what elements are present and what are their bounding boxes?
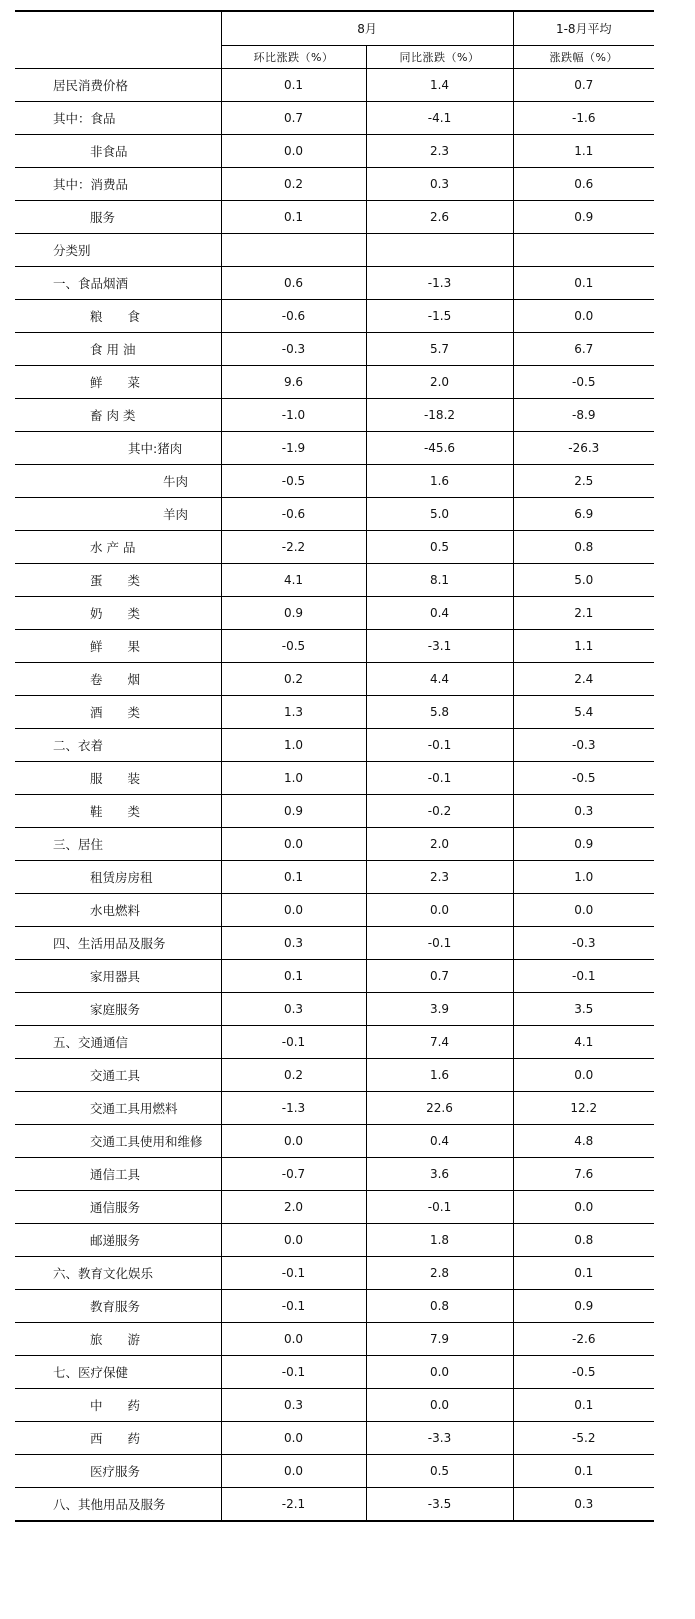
row-label: 蛋 类	[15, 564, 221, 597]
yoy-value: -45.6	[366, 432, 513, 465]
table-row	[15, 960, 654, 993]
table-row	[15, 828, 654, 861]
yoy-value: 2.3	[366, 861, 513, 894]
yoy-value: 8.1	[366, 564, 513, 597]
mom-value: 0.3	[221, 1389, 366, 1422]
yoy-value	[366, 234, 513, 267]
row-label: 水电燃料	[15, 894, 221, 927]
table-row	[15, 399, 654, 432]
mom-value: 0.0	[221, 1323, 366, 1356]
mom-value: 0.1	[221, 69, 366, 102]
mom-value	[221, 234, 366, 267]
yoy-value: -0.1	[366, 729, 513, 762]
row-label: 食 用 油	[15, 333, 221, 366]
mom-value: 2.0	[221, 1191, 366, 1224]
yoy-value: -3.1	[366, 630, 513, 663]
avg-value: 0.9	[513, 201, 654, 234]
table-row	[15, 531, 654, 564]
yoy-value: 0.0	[366, 1356, 513, 1389]
table-row	[15, 1026, 654, 1059]
avg-value: 0.3	[513, 795, 654, 828]
mom-value: 0.0	[221, 1455, 366, 1488]
mom-value: -2.1	[221, 1488, 366, 1522]
table-row	[15, 366, 654, 399]
avg-value: 0.1	[513, 1389, 654, 1422]
row-label: 分类别	[15, 234, 221, 267]
row-label: 畜 肉 类	[15, 399, 221, 432]
yoy-value: -1.3	[366, 267, 513, 300]
mom-value: 0.0	[221, 894, 366, 927]
row-label: 教育服务	[15, 1290, 221, 1323]
avg-value: -0.5	[513, 366, 654, 399]
yoy-value: -3.3	[366, 1422, 513, 1455]
row-label: 酒 类	[15, 696, 221, 729]
yoy-value: 0.4	[366, 1125, 513, 1158]
row-label: 粮 食	[15, 300, 221, 333]
avg-value: -26.3	[513, 432, 654, 465]
avg-value: 5.4	[513, 696, 654, 729]
avg-value: 2.4	[513, 663, 654, 696]
mom-value: -0.7	[221, 1158, 366, 1191]
mom-value: -1.3	[221, 1092, 366, 1125]
mom-value: 0.1	[221, 201, 366, 234]
mom-value: -0.1	[221, 1257, 366, 1290]
mom-value: 0.9	[221, 795, 366, 828]
mom-value: 1.0	[221, 762, 366, 795]
yoy-value: -0.1	[366, 927, 513, 960]
row-label: 交通工具使用和维修	[15, 1125, 221, 1158]
mom-value: 9.6	[221, 366, 366, 399]
row-label: 四、生活用品及服务	[15, 927, 221, 960]
table-row	[15, 1323, 654, 1356]
avg-value: 0.9	[513, 1290, 654, 1323]
mom-value: -0.6	[221, 300, 366, 333]
table-row	[15, 1191, 654, 1224]
avg-value: 0.1	[513, 267, 654, 300]
row-label: 鲜 果	[15, 630, 221, 663]
row-label: 服 装	[15, 762, 221, 795]
avg-value: 1.1	[513, 630, 654, 663]
table-row	[15, 201, 654, 234]
yoy-value: 0.3	[366, 168, 513, 201]
mom-value: -0.1	[221, 1026, 366, 1059]
table-row	[15, 1422, 654, 1455]
table-row	[15, 300, 654, 333]
mom-value: -0.1	[221, 1290, 366, 1323]
row-label: 交通工具	[15, 1059, 221, 1092]
mom-value: 0.2	[221, 168, 366, 201]
table-row	[15, 927, 654, 960]
avg-value: 6.9	[513, 498, 654, 531]
avg-value: 0.0	[513, 1059, 654, 1092]
yoy-value: 1.8	[366, 1224, 513, 1257]
mom-value: 0.3	[221, 993, 366, 1026]
avg-value: -2.6	[513, 1323, 654, 1356]
yoy-value: -0.2	[366, 795, 513, 828]
row-label: 非食品	[15, 135, 221, 168]
yoy-value: 7.9	[366, 1323, 513, 1356]
cpi-table	[15, 10, 654, 1522]
avg-value: 5.0	[513, 564, 654, 597]
row-label: 通信服务	[15, 1191, 221, 1224]
yoy-value: -0.1	[366, 1191, 513, 1224]
table-row	[15, 267, 654, 300]
mom-value: -0.5	[221, 465, 366, 498]
mom-value: 0.6	[221, 267, 366, 300]
mom-value: 0.0	[221, 1125, 366, 1158]
table-row	[15, 1356, 654, 1389]
yoy-value: 1.6	[366, 1059, 513, 1092]
table-row	[15, 333, 654, 366]
row-label: 其中：消费品	[15, 168, 221, 201]
avg-value: 2.5	[513, 465, 654, 498]
header-mom-change: 环比涨跌（%）	[221, 46, 366, 69]
yoy-value: 0.4	[366, 597, 513, 630]
mom-value: 0.0	[221, 135, 366, 168]
avg-value: -8.9	[513, 399, 654, 432]
mom-value: 0.1	[221, 960, 366, 993]
avg-value: 0.1	[513, 1455, 654, 1488]
row-label: 二、衣着	[15, 729, 221, 762]
mom-value: 4.1	[221, 564, 366, 597]
yoy-value: 2.0	[366, 366, 513, 399]
header-august: 8月	[221, 11, 513, 46]
row-label: 水 产 品	[15, 531, 221, 564]
yoy-value: 2.6	[366, 201, 513, 234]
row-label: 羊肉	[15, 498, 221, 531]
mom-value: -1.9	[221, 432, 366, 465]
yoy-value: 3.9	[366, 993, 513, 1026]
mom-value: -0.3	[221, 333, 366, 366]
table-row	[15, 1092, 654, 1125]
table-row	[15, 861, 654, 894]
header-avg-change: 涨跌幅（%）	[513, 46, 654, 69]
table-row	[15, 1290, 654, 1323]
table-row	[15, 1059, 654, 1092]
table-row	[15, 168, 654, 201]
row-label: 六、教育文化娱乐	[15, 1257, 221, 1290]
avg-value: 6.7	[513, 333, 654, 366]
row-label: 三、居住	[15, 828, 221, 861]
row-label: 交通工具用燃料	[15, 1092, 221, 1125]
table-row	[15, 1488, 654, 1522]
yoy-value: 7.4	[366, 1026, 513, 1059]
row-label: 五、交通通信	[15, 1026, 221, 1059]
table-row	[15, 729, 654, 762]
yoy-value: 1.4	[366, 69, 513, 102]
table-row	[15, 69, 654, 102]
header-row-2	[15, 46, 654, 69]
table-row	[15, 135, 654, 168]
avg-value: 0.3	[513, 1488, 654, 1522]
yoy-value: 2.8	[366, 1257, 513, 1290]
avg-value: -0.3	[513, 729, 654, 762]
avg-value: 1.0	[513, 861, 654, 894]
avg-value: 0.8	[513, 1224, 654, 1257]
row-label: 七、医疗保健	[15, 1356, 221, 1389]
row-label: 卷 烟	[15, 663, 221, 696]
avg-value: -0.5	[513, 1356, 654, 1389]
table-row	[15, 762, 654, 795]
avg-value: -1.6	[513, 102, 654, 135]
row-label: 服务	[15, 201, 221, 234]
row-label: 奶 类	[15, 597, 221, 630]
table-row	[15, 1257, 654, 1290]
avg-value: -0.5	[513, 762, 654, 795]
yoy-value: 0.0	[366, 1389, 513, 1422]
mom-value: 0.0	[221, 828, 366, 861]
mom-value: -2.2	[221, 531, 366, 564]
avg-value: -0.1	[513, 960, 654, 993]
avg-value: 2.1	[513, 597, 654, 630]
mom-value: 0.0	[221, 1224, 366, 1257]
mom-value: 1.3	[221, 696, 366, 729]
row-label: 西 药	[15, 1422, 221, 1455]
avg-value: 0.8	[513, 531, 654, 564]
row-label: 其中：食品	[15, 102, 221, 135]
table-row	[15, 993, 654, 1026]
row-label: 一、食品烟酒	[15, 267, 221, 300]
mom-value: -1.0	[221, 399, 366, 432]
table-row	[15, 1125, 654, 1158]
avg-value: 4.8	[513, 1125, 654, 1158]
yoy-value: -18.2	[366, 399, 513, 432]
avg-value: 0.1	[513, 1257, 654, 1290]
table-row	[15, 663, 654, 696]
avg-value: -5.2	[513, 1422, 654, 1455]
yoy-value: -4.1	[366, 102, 513, 135]
row-label: 鲜 菜	[15, 366, 221, 399]
yoy-value: 0.7	[366, 960, 513, 993]
row-label: 八、其他用品及服务	[15, 1488, 221, 1522]
yoy-value: 22.6	[366, 1092, 513, 1125]
header-row-1	[15, 11, 654, 46]
mom-value: 0.2	[221, 1059, 366, 1092]
mom-value: 0.7	[221, 102, 366, 135]
yoy-value: 0.5	[366, 1455, 513, 1488]
row-label: 家用器具	[15, 960, 221, 993]
row-label: 旅 游	[15, 1323, 221, 1356]
yoy-value: 0.0	[366, 894, 513, 927]
row-label: 其中:猪肉	[15, 432, 221, 465]
table-row	[15, 1389, 654, 1422]
yoy-value: 5.8	[366, 696, 513, 729]
table-row	[15, 432, 654, 465]
table-row	[15, 498, 654, 531]
row-label: 居民消费价格	[15, 69, 221, 102]
row-label: 租赁房房租	[15, 861, 221, 894]
table-row	[15, 630, 654, 663]
table-row	[15, 234, 654, 267]
table-row	[15, 795, 654, 828]
avg-value: 7.6	[513, 1158, 654, 1191]
yoy-value: 5.0	[366, 498, 513, 531]
row-label: 牛肉	[15, 465, 221, 498]
yoy-value: 2.3	[366, 135, 513, 168]
row-label: 通信工具	[15, 1158, 221, 1191]
yoy-value: -3.5	[366, 1488, 513, 1522]
mom-value: 1.0	[221, 729, 366, 762]
header-blank-cell-2	[15, 46, 221, 69]
table-row	[15, 894, 654, 927]
avg-value: 0.7	[513, 69, 654, 102]
avg-value: -0.3	[513, 927, 654, 960]
avg-value: 0.0	[513, 1191, 654, 1224]
yoy-value: 4.4	[366, 663, 513, 696]
row-label: 邮递服务	[15, 1224, 221, 1257]
row-label: 家庭服务	[15, 993, 221, 1026]
header-jan-aug-average: 1-8月平均	[513, 11, 654, 46]
yoy-value: 3.6	[366, 1158, 513, 1191]
yoy-value: 0.8	[366, 1290, 513, 1323]
row-label: 医疗服务	[15, 1455, 221, 1488]
avg-value: 12.2	[513, 1092, 654, 1125]
avg-value	[513, 234, 654, 267]
yoy-value: -0.1	[366, 762, 513, 795]
row-label: 鞋 类	[15, 795, 221, 828]
yoy-value: 2.0	[366, 828, 513, 861]
mom-value: -0.5	[221, 630, 366, 663]
mom-value: -0.6	[221, 498, 366, 531]
header-yoy-change: 同比涨跌（%）	[366, 46, 513, 69]
mom-value: 0.3	[221, 927, 366, 960]
yoy-value: 0.5	[366, 531, 513, 564]
table-row	[15, 1224, 654, 1257]
header-blank-cell	[15, 11, 221, 46]
yoy-value: 1.6	[366, 465, 513, 498]
avg-value: 0.0	[513, 894, 654, 927]
avg-value: 0.6	[513, 168, 654, 201]
table-row	[15, 102, 654, 135]
mom-value: -0.1	[221, 1356, 366, 1389]
table-row	[15, 597, 654, 630]
yoy-value: -1.5	[366, 300, 513, 333]
mom-value: 0.1	[221, 861, 366, 894]
mom-value: 0.0	[221, 1422, 366, 1455]
table-row	[15, 696, 654, 729]
mom-value: 0.9	[221, 597, 366, 630]
avg-value: 3.5	[513, 993, 654, 1026]
avg-value: 0.9	[513, 828, 654, 861]
table-row	[15, 564, 654, 597]
table-row	[15, 1455, 654, 1488]
mom-value: 0.2	[221, 663, 366, 696]
avg-value: 4.1	[513, 1026, 654, 1059]
table-row	[15, 465, 654, 498]
row-label: 中 药	[15, 1389, 221, 1422]
avg-value: 1.1	[513, 135, 654, 168]
table-row	[15, 1158, 654, 1191]
avg-value: 0.0	[513, 300, 654, 333]
yoy-value: 5.7	[366, 333, 513, 366]
